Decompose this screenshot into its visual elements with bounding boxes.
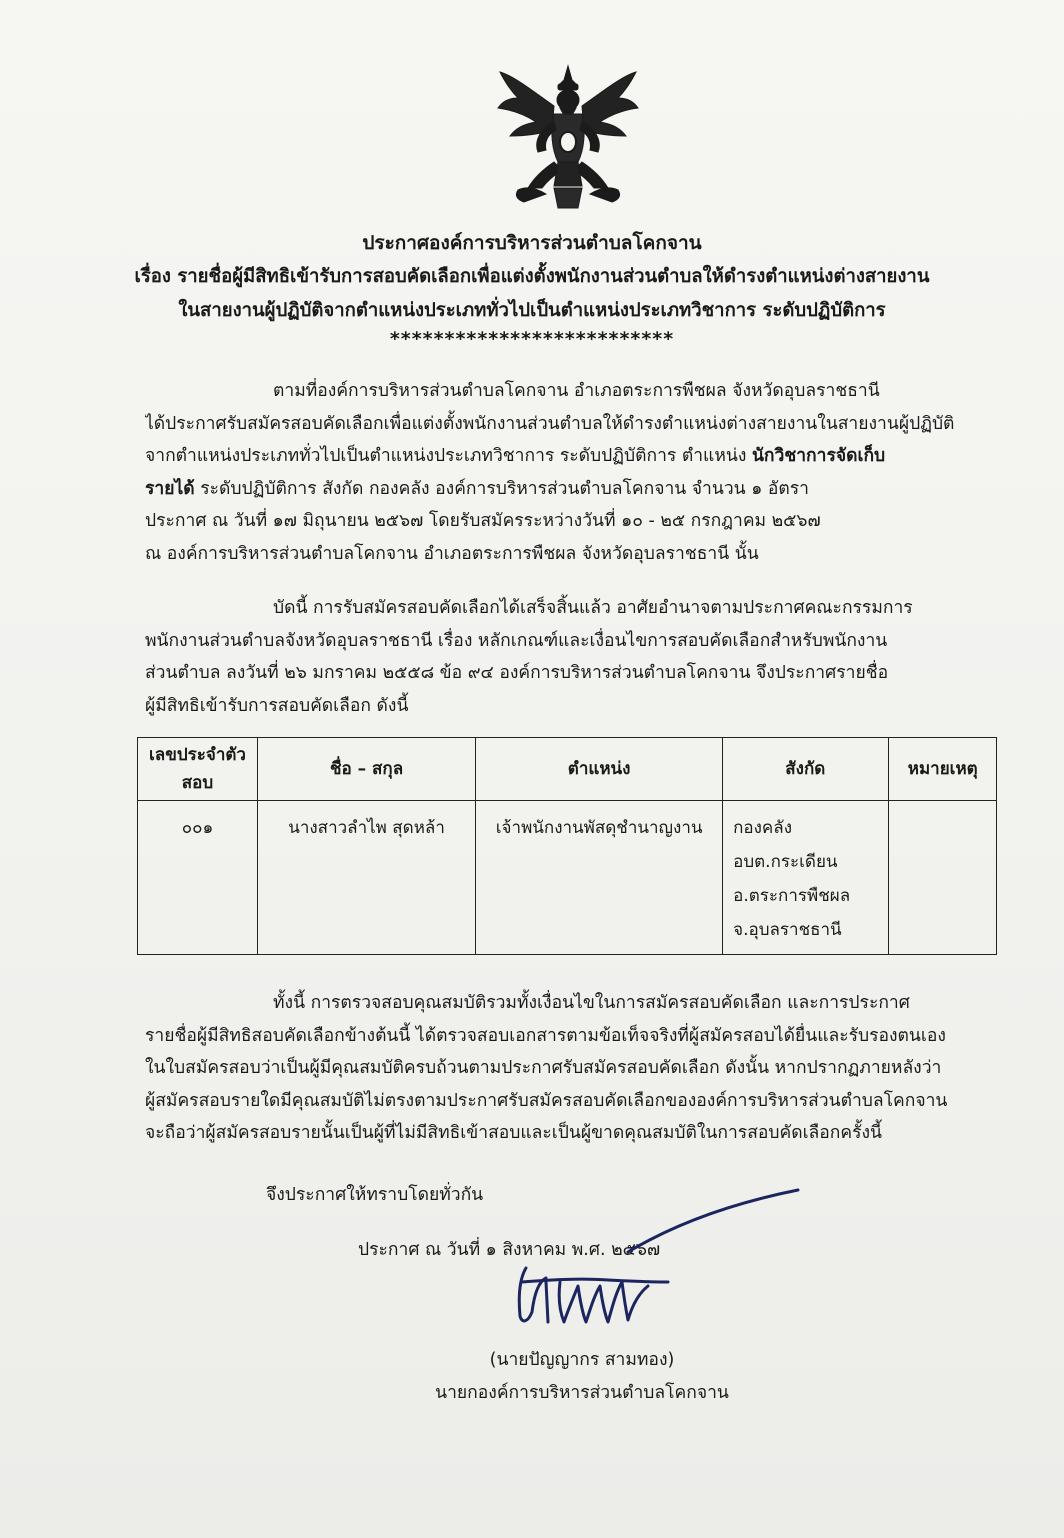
paragraph-2 bbox=[145, 592, 983, 722]
p3-line-1: ทั้งนี้ การตรวจสอบคุณสมบัติรวมทั้งเงื่อนไขในการสมัครสอบคัดเลือก และการประกาศ bbox=[273, 993, 910, 1013]
subject-line-1: เรื่อง รายชื่อผู้มีสิทธิเข้ารับการสอบคัดเลือกเพื่อแต่งตั้งพนักงานส่วนตำบลให้ดำรงตำแหน่งต่างสายงาน bbox=[134, 266, 930, 287]
p1-line-3-text: จากตำแหน่งประเภททั่วไปเป็นตำแหน่งประเภทวิชาการ ระดับปฏิบัติการ ตำแหน่ง bbox=[145, 446, 752, 466]
paragraph-3 bbox=[145, 987, 983, 1150]
candidate-table bbox=[137, 737, 997, 955]
affiliation-line: อ.ตระการพืชผล bbox=[733, 886, 851, 906]
header-affiliation: สังกัด bbox=[723, 738, 889, 801]
position-title-part-2: รายได้ bbox=[145, 478, 195, 499]
cell-name: นางสาวลำไพ สุดหล้า bbox=[257, 801, 475, 955]
subject-line-2: ในสายงานผู้ปฏิบัติจากตำแหน่งประเภททั่วไปเป็นตำแหน่งประเภทวิชาการ ระดับปฏิบัติการ bbox=[178, 300, 886, 321]
separator-stars: ************************** bbox=[389, 328, 675, 350]
p1-line-6: ณ องค์การบริหารส่วนตำบลโคกจาน อำเภอตระการพืชผล จังหวัดอุบลราชธานี นั้น bbox=[145, 543, 759, 564]
paragraph-1 bbox=[145, 375, 983, 570]
cell-remarks bbox=[889, 801, 997, 955]
header-remarks: หมายเหตุ bbox=[889, 738, 997, 801]
p2-line-4: ผู้มีสิทธิเข้ารับการสอบคัดเลือก ดังนี้ bbox=[145, 695, 409, 716]
p3-line-3: ในใบสมัครสอบว่าเป็นผู้มีคุณสมบัติครบถ้วนตามประกาศรับสมัครสอบคัดเลือก ดังนั้น หากปรากฏภายหลังว่า bbox=[145, 1058, 942, 1078]
closing-line: จึงประกาศให้ทราบโดยทั่วกัน bbox=[266, 1185, 484, 1205]
affiliation-line: อบต.กระเดียน bbox=[733, 852, 838, 872]
affiliation-line: จ.อุบลราชธานี bbox=[733, 920, 842, 940]
p1-line-5: ประกาศ ณ วันที่ ๑๗ มิถุนายน ๒๕๖๗ โดยรับสมัครระหว่างวันที่ ๑๐ - ๒๕ กรกฎาคม ๒๕๖๗ bbox=[145, 511, 821, 531]
table-row bbox=[138, 801, 997, 955]
header-name: ชื่อ – สกุล bbox=[257, 738, 475, 801]
handwritten-signature-icon bbox=[508, 1182, 808, 1352]
p1-line-2: ได้ประกาศรับสมัครสอบคัดเลือกเพื่อแต่งตั้งพนักงานส่วนตำบลให้ดำรงตำแหน่งต่างสายงานในสายงานผู้ปฏิบัติ bbox=[145, 413, 955, 434]
p2-line-1: บัดนี้ การรับสมัครสอบคัดเลือกได้เสร็จสิ้นแล้ว อาศัยอำนาจตามประกาศคณะกรรมการ bbox=[273, 598, 913, 618]
cell-position: เจ้าพนักงานพัสดุชำนาญงาน bbox=[476, 801, 723, 955]
p1-line-1: ตามที่องค์การบริหารส่วนตำบลโคกจาน อำเภอตระการพืชผล จังหวัดอุบลราชธานี bbox=[273, 381, 880, 401]
position-title-part-1: นักวิชาการจัดเก็บ bbox=[751, 446, 886, 466]
cell-affiliation bbox=[723, 801, 889, 955]
p1-line-4-text: ระดับปฏิบัติการ สังกัด กองคลัง องค์การบริหารส่วนตำบลโคกจาน จำนวน ๑ อัตรา bbox=[194, 478, 809, 499]
p2-line-3: ส่วนตำบล ลงวันที่ ๒๖ มกราคม ๒๕๕๘ ข้อ ๙๔ องค์การบริหารส่วนตำบลโคกจาน จึงประกาศรายชื่อ bbox=[145, 663, 889, 683]
header-exam-id: เลขประจำตัว สอบ bbox=[138, 738, 258, 801]
p3-line-4: ผู้สมัครสอบรายใดมีคุณสมบัติไม่ตรงตามประกาศรับสมัครสอบคัดเลือกขององค์การบริหารส่วนตำบลโคกจาน bbox=[145, 1090, 948, 1111]
signer-name: (นายปัญญากร สามทอง) bbox=[489, 1350, 675, 1370]
garuda-emblem-icon bbox=[494, 62, 642, 212]
p1-line-3 bbox=[145, 440, 983, 473]
signer-title: นายกองค์การบริหารส่วนตำบลโคกจาน bbox=[435, 1383, 729, 1403]
p1-line-4 bbox=[145, 473, 983, 506]
table-header-row bbox=[138, 738, 997, 801]
header-position: ตำแหน่ง bbox=[476, 738, 723, 801]
affiliation-line: กองคลัง bbox=[733, 818, 793, 838]
announcement-title: ประกาศองค์การบริหารส่วนตำบลโคกจาน bbox=[362, 232, 702, 254]
p2-line-2: พนักงานส่วนตำบลจังหวัดอุบลราชธานี เรื่อง หลักเกณฑ์และเงื่อนไขการสอบคัดเลือกสำหรับพนักงาน bbox=[145, 630, 888, 651]
p3-line-2: รายชื่อผู้มีสิทธิสอบคัดเลือกข้างต้นนี้ ได้ตรวจสอบเอกสารตามข้อเท็จจริงที่ผู้สมัครสอบได้ยื่นและรับรองตนเอง bbox=[145, 1025, 946, 1046]
announced-date: ประกาศ ณ วันที่ ๑ สิงหาคม พ.ศ. ๒๕๖๗ bbox=[358, 1240, 661, 1260]
cell-exam-id: ๐๐๑ bbox=[138, 801, 258, 955]
p3-line-5: จะถือว่าผู้สมัครสอบรายนั้นเป็นผู้ที่ไม่มีสิทธิเข้าสอบและเป็นผู้ขาดคุณสมบัติในการสอบคัดเลือกครั้งนี้ bbox=[145, 1123, 882, 1143]
